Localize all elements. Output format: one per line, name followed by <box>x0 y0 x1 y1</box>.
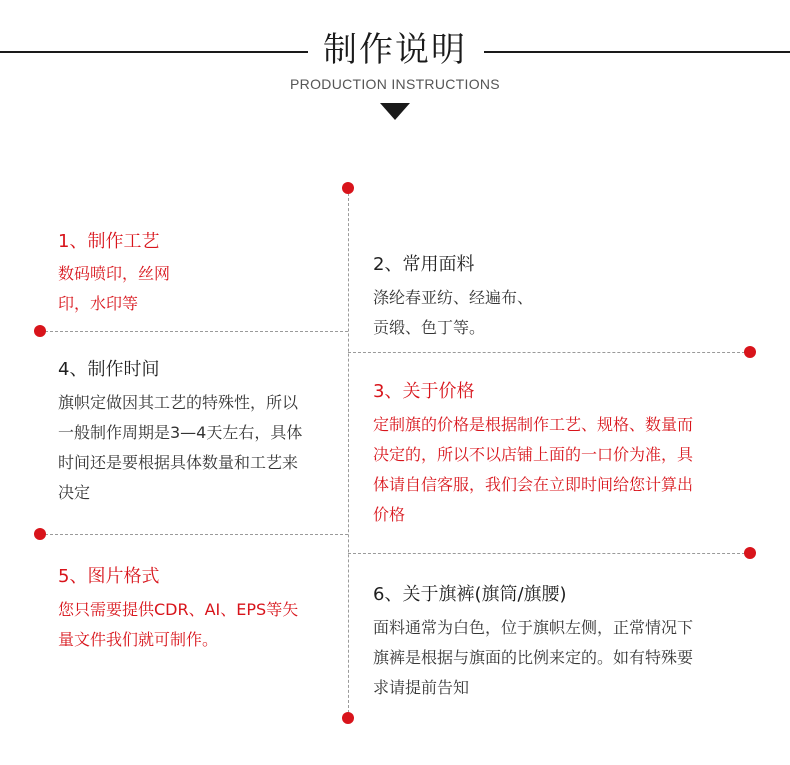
section-line: 数码喷印，丝网 <box>58 264 171 283</box>
section-line: 旗帜定做因其工艺的特殊性，所以 <box>58 393 299 412</box>
section-heading: 3、关于价格 <box>373 381 475 402</box>
section-pricing <box>373 380 753 530</box>
section-heading: 2、常用面料 <box>373 254 475 275</box>
section-line: 价格 <box>373 505 406 524</box>
section-line: 求请提前告知 <box>373 678 470 697</box>
section-heading: 4、制作时间 <box>58 359 160 380</box>
timeline-dot-left-2 <box>34 528 46 540</box>
divider-right-1 <box>348 352 750 353</box>
section-line: 贡缎、色丁等。 <box>373 318 486 337</box>
timeline-dot-right-2 <box>744 547 756 559</box>
timeline-dot-right-1 <box>744 346 756 358</box>
timeline-axis <box>348 188 349 718</box>
section-production-time <box>58 358 348 508</box>
section-line: 一般制作周期是3—4天左右，具体 <box>58 423 303 442</box>
section-common-fabrics <box>373 253 753 343</box>
timeline-dot-bottom <box>342 712 354 724</box>
section-line: 您只需要提供CDR、AI、EPS等矢 <box>58 600 299 619</box>
section-flag-sleeve <box>373 583 753 703</box>
section-line: 印，水印等 <box>58 294 139 313</box>
section-line: 时间还是要根据具体数量和工艺来 <box>58 453 299 472</box>
section-line: 决定 <box>58 483 91 502</box>
section-heading: 6、关于旗裤(旗筒/旗腰) <box>373 584 567 605</box>
page-subtitle: PRODUCTION INSTRUCTIONS <box>290 76 500 92</box>
section-image-format <box>58 565 348 655</box>
timeline-dot-left-1 <box>34 325 46 337</box>
section-line: 涤纶春亚纺、经遍布、 <box>373 288 534 307</box>
section-line: 定制旗的价格是根据制作工艺、规格、数量而 <box>373 415 694 434</box>
divider-right-2 <box>348 553 750 554</box>
divider-left-1 <box>40 331 348 332</box>
section-production-process <box>58 230 338 319</box>
page-title: 制作说明 <box>323 30 467 70</box>
section-line: 体请自信客服，我们会在立即时间给您计算出 <box>373 475 694 494</box>
divider-left-2 <box>40 534 348 535</box>
section-line: 旗裤是根据与旗面的比例来定的。如有特殊要 <box>373 648 694 667</box>
section-heading: 1、制作工艺 <box>58 231 160 252</box>
section-line: 面料通常为白色，位于旗帜左侧，正常情况下 <box>373 618 694 637</box>
section-line: 决定的，所以不以店铺上面的一口价为准，具 <box>373 445 694 464</box>
section-heading: 5、图片格式 <box>58 566 160 587</box>
down-arrow-icon <box>380 103 410 120</box>
timeline-dot-top <box>342 182 354 194</box>
section-line: 量文件我们就可制作。 <box>58 630 219 649</box>
